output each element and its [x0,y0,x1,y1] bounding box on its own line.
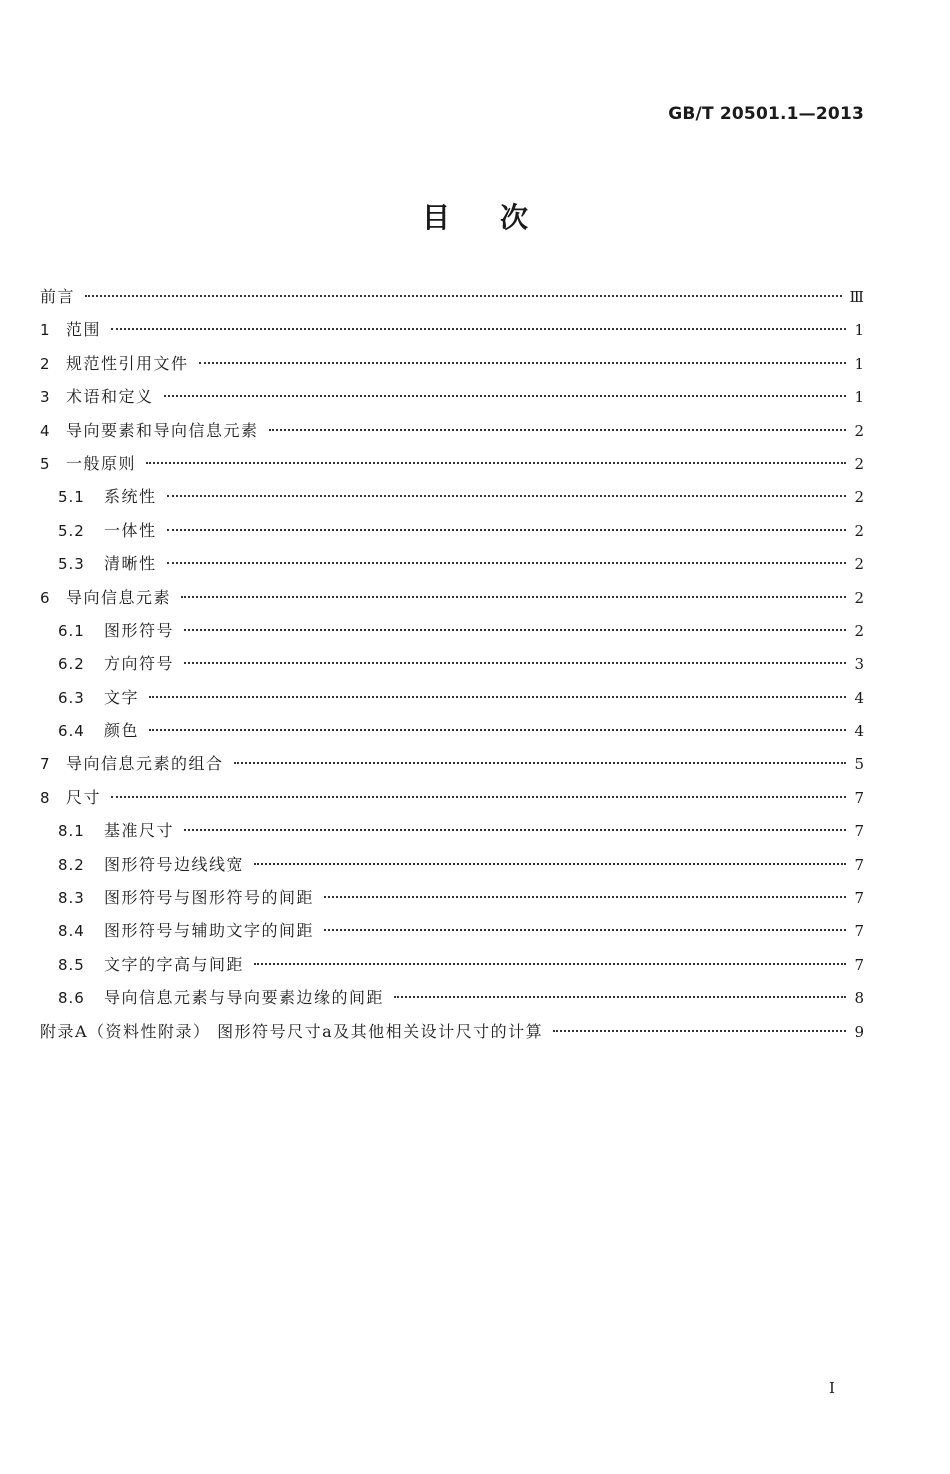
toc-entry[interactable] [40,618,864,651]
dot-leader [254,863,846,865]
toc-entry-number: 5.2 [58,521,85,540]
toc-entry[interactable] [40,1019,864,1052]
toc-entry-page: 8 [854,989,864,1008]
toc-entry-page: 7 [854,955,864,974]
toc-entry-page: 4 [854,722,864,741]
toc-entry-label: 系统性 [104,487,157,507]
toc-entry-label: 范围 [66,320,102,340]
toc-entry-number: 6.1 [58,621,85,640]
toc-entry-label: 规范性引用文件 [66,353,189,373]
toc-entry-page: 7 [854,889,864,908]
toc-entry-label: 文字 [104,687,140,707]
toc-entry[interactable] [40,651,864,684]
toc-entry-label: 导向信息元素与导向要素边缘的间距 [104,988,385,1008]
toc-entry-number: 5 [40,454,51,473]
standard-code: GB/T 20501.1—2013 [668,104,864,124]
dot-leader [269,429,846,431]
toc-entry[interactable] [40,985,864,1018]
toc-entry[interactable] [40,384,864,417]
toc-entry[interactable] [40,451,864,484]
toc-entry-number: 8 [40,788,51,807]
toc-entry-number: 6.2 [58,655,85,674]
toc-entry-number: 8.3 [58,889,85,908]
toc-entry[interactable] [40,585,864,618]
toc-entry-label: 尺寸 [66,787,102,807]
dot-leader [254,963,846,965]
toc-entry-label: 图形符号与图形符号的间距 [104,888,315,908]
toc-entry-page: 5 [854,755,864,774]
toc-entry-page: 2 [854,454,864,473]
toc-entry-page: 2 [854,521,864,540]
toc-entry-page: Ⅲ [849,288,864,306]
toc-entry-number: 8.1 [58,822,85,841]
dot-leader [146,462,846,464]
toc-entry-label: 颜色 [104,721,140,741]
toc-entry-number: 8.4 [58,922,85,941]
toc-entry-page: 7 [854,922,864,941]
toc-entry[interactable] [40,284,864,317]
toc-entry[interactable] [40,518,864,551]
dot-leader [184,829,846,831]
toc-entry-label: 清晰性 [104,554,157,574]
toc-entry-page: 2 [854,621,864,640]
dot-leader [184,662,846,664]
toc-entry-page: 7 [854,855,864,874]
toc-entry-label: 一般原则 [66,453,137,473]
toc-entry-page: 7 [854,788,864,807]
dot-leader [324,896,846,898]
toc-entry-number: 5.3 [58,555,85,574]
toc-entry-number: 7 [40,755,51,774]
toc-entry-number: 8.2 [58,855,85,874]
toc-entry-label: 图形符号边线线宽 [104,854,245,874]
dot-leader [234,762,846,764]
toc-entry[interactable] [40,852,864,885]
dot-leader [324,929,846,931]
toc-entry[interactable] [40,351,864,384]
toc-entry[interactable] [40,685,864,718]
dot-leader [164,395,846,397]
dot-leader [85,295,842,297]
toc-entry-number: 6.3 [58,688,85,707]
toc-entry-label: 术语和定义 [66,387,154,407]
toc-entry[interactable] [40,551,864,584]
toc-entry[interactable] [40,785,864,818]
dot-leader [181,596,846,598]
toc-entry[interactable] [40,418,864,451]
dot-leader [149,729,846,731]
toc-entry-page: 2 [854,555,864,574]
toc-entry-page: 3 [854,655,864,674]
toc-entry-page: 2 [854,421,864,440]
toc-entry[interactable] [40,317,864,350]
dot-leader [394,996,846,998]
toc-entry-number: 8.5 [58,955,85,974]
toc-entry-number: 4 [40,421,51,440]
toc-entry[interactable] [40,952,864,985]
toc-entry-page: 7 [854,822,864,841]
toc-entry-page: 2 [854,588,864,607]
toc-entry-label: 导向信息元素的组合 [66,754,224,774]
toc-entry-number: 6.4 [58,722,85,741]
toc-entry-label: 方向符号 [104,654,175,674]
toc-entry-page: 4 [854,688,864,707]
toc-entry-label: 图形符号 [104,620,175,640]
toc-entry-number: 6 [40,588,51,607]
toc-entry-page: 2 [854,488,864,507]
dot-leader [149,696,846,698]
toc-entry-label: 基准尺寸 [104,821,175,841]
toc-entry[interactable] [40,885,864,918]
dot-leader [167,562,846,564]
page-number: I [829,1379,835,1397]
toc-entry-label: 导向要素和导向信息元素 [66,420,259,440]
dot-leader [167,529,846,531]
toc-entry[interactable] [40,484,864,517]
page-title: 目次 [421,201,578,234]
toc-entry-number: 1 [40,321,51,340]
toc-entry-label: 一体性 [104,520,157,540]
dot-leader [553,1030,846,1032]
table-of-contents [40,284,864,1052]
toc-entry-page: 1 [854,321,864,340]
toc-entry-page: 1 [854,354,864,373]
toc-entry-page: 9 [854,1022,864,1041]
toc-entry-label: 附录A（资料性附录） 图形符号尺寸a及其他相关设计尺寸的计算 [40,1021,544,1041]
dot-leader [167,495,846,497]
toc-entry[interactable] [40,751,864,784]
toc-entry[interactable] [40,918,864,951]
toc-entry-number: 3 [40,388,51,407]
toc-entry[interactable] [40,818,864,851]
toc-entry-label: 导向信息元素 [66,587,172,607]
toc-entry-label: 图形符号与辅助文字的间距 [104,921,315,941]
toc-entry-label: 文字的字高与间距 [104,954,245,974]
dot-leader [184,629,846,631]
toc-entry-page: 1 [854,388,864,407]
toc-entry-number: 2 [40,354,51,373]
toc-entry[interactable] [40,718,864,751]
dot-leader [111,328,846,330]
dot-leader [199,362,846,364]
toc-entry-number: 8.6 [58,989,85,1008]
toc-entry-label: 前言 [40,287,76,306]
dot-leader [111,796,846,798]
toc-entry-number: 5.1 [58,488,85,507]
